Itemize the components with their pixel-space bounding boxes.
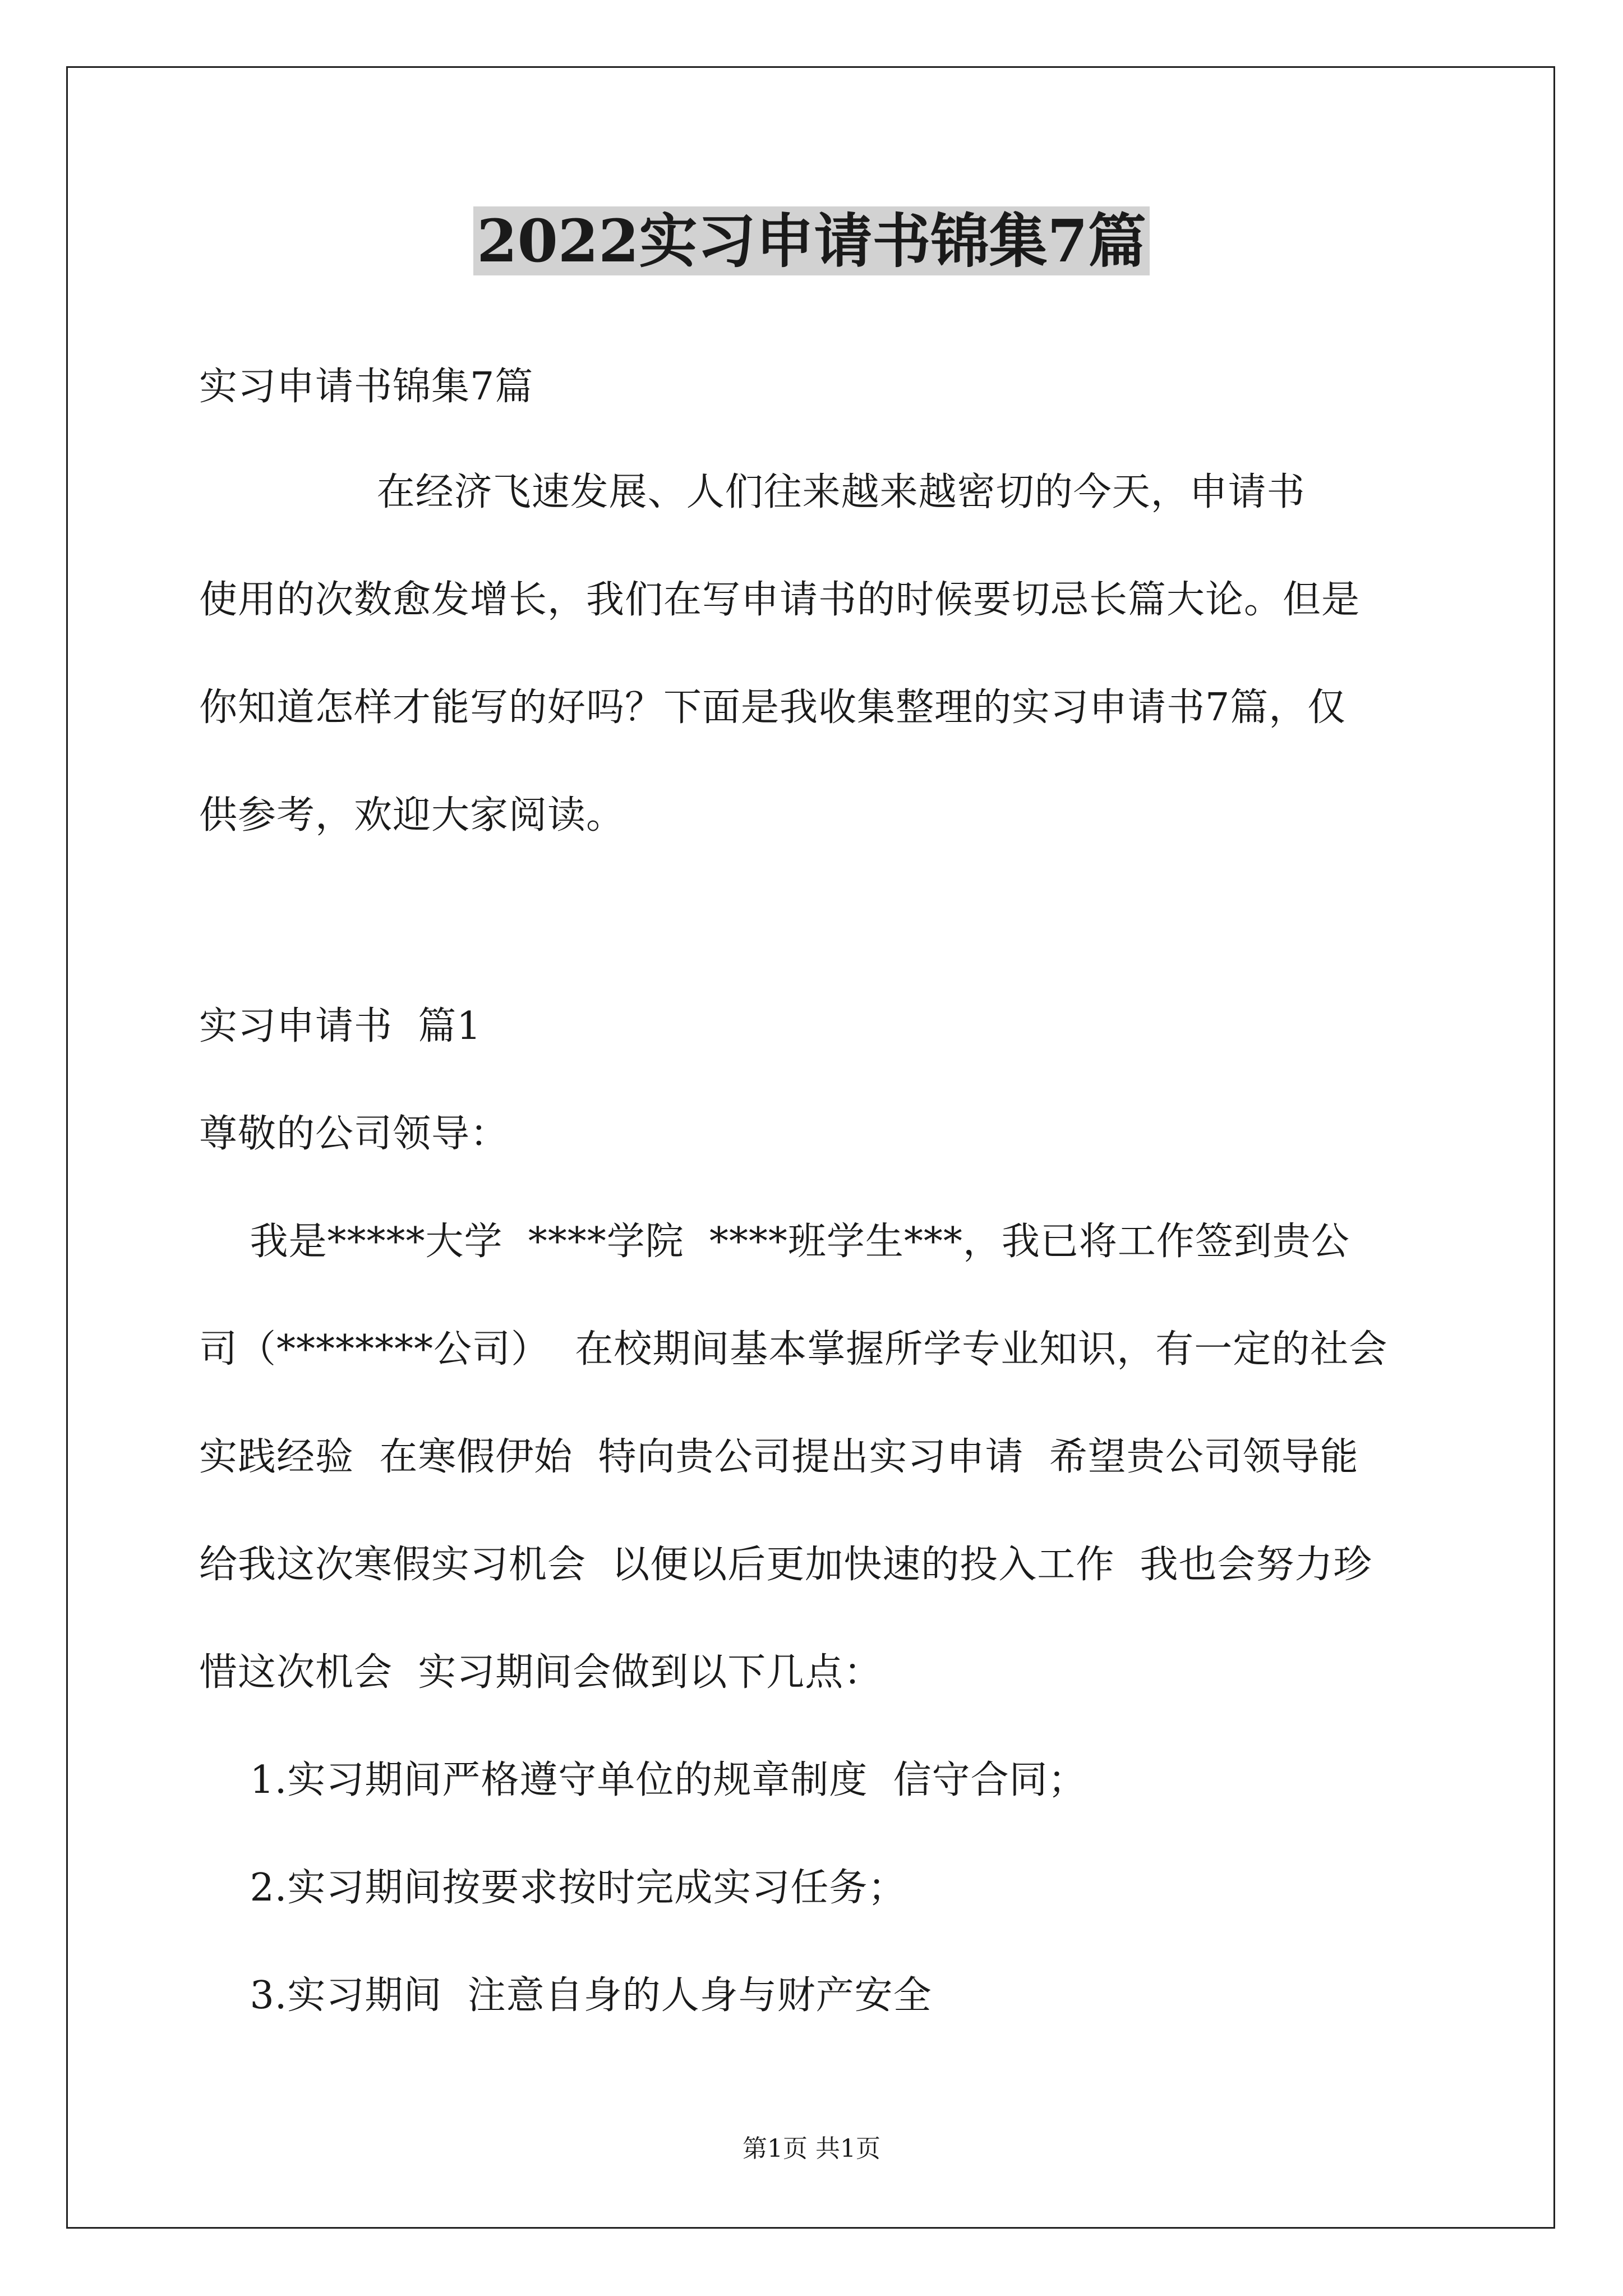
intro-line: 供参考，欢迎大家阅读。	[199, 793, 625, 838]
intro-line: 你知道怎样才能写的好吗？下面是我收集整理的实习申请书7篇，仅	[199, 685, 1347, 730]
intro-line: 在经济飞速发展、人们往来越来越密切的今天，申请书	[199, 470, 1306, 514]
list-item: 1.实习期间严格遵守单位的规章制度 信守合同；	[199, 1758, 1087, 1802]
body-line: 实践经验 在寒假伊始 特向贵公司提出实习申请 希望贵公司领导能	[199, 1435, 1359, 1479]
list-item: 3.实习期间 注意自身的人身与财产安全	[199, 1973, 932, 2018]
section-heading: 实习申请书 篇1	[199, 1004, 482, 1048]
body-line: 我是*****大学 ****学院 ****班学生***，我已将工作签到贵公	[199, 1220, 1350, 1264]
body-line: 司（********公司） 在校期间基本掌握所学专业知识，有一定的社会	[199, 1327, 1388, 1372]
body-line: 给我这次寒假实习机会 以便以后更加快速的投入工作 我也会努力珍	[199, 1543, 1372, 1587]
list-item: 2.实习期间按要求按时完成实习任务；	[199, 1866, 907, 1910]
subtitle: 实习申请书锦集7篇	[199, 365, 534, 409]
salutation: 尊敬的公司领导：	[199, 1112, 509, 1156]
document-title-text: 2022实习申请书锦集7篇	[473, 206, 1150, 275]
document-title	[0, 202, 1623, 280]
page-footer: 第1页 共1页	[743, 2134, 880, 2163]
intro-line: 使用的次数愈发增长，我们在写申请书的时候要切忌长篇大论。但是	[199, 578, 1361, 622]
body-line: 惜这次机会 实习期间会做到以下几点：	[199, 1650, 883, 1695]
